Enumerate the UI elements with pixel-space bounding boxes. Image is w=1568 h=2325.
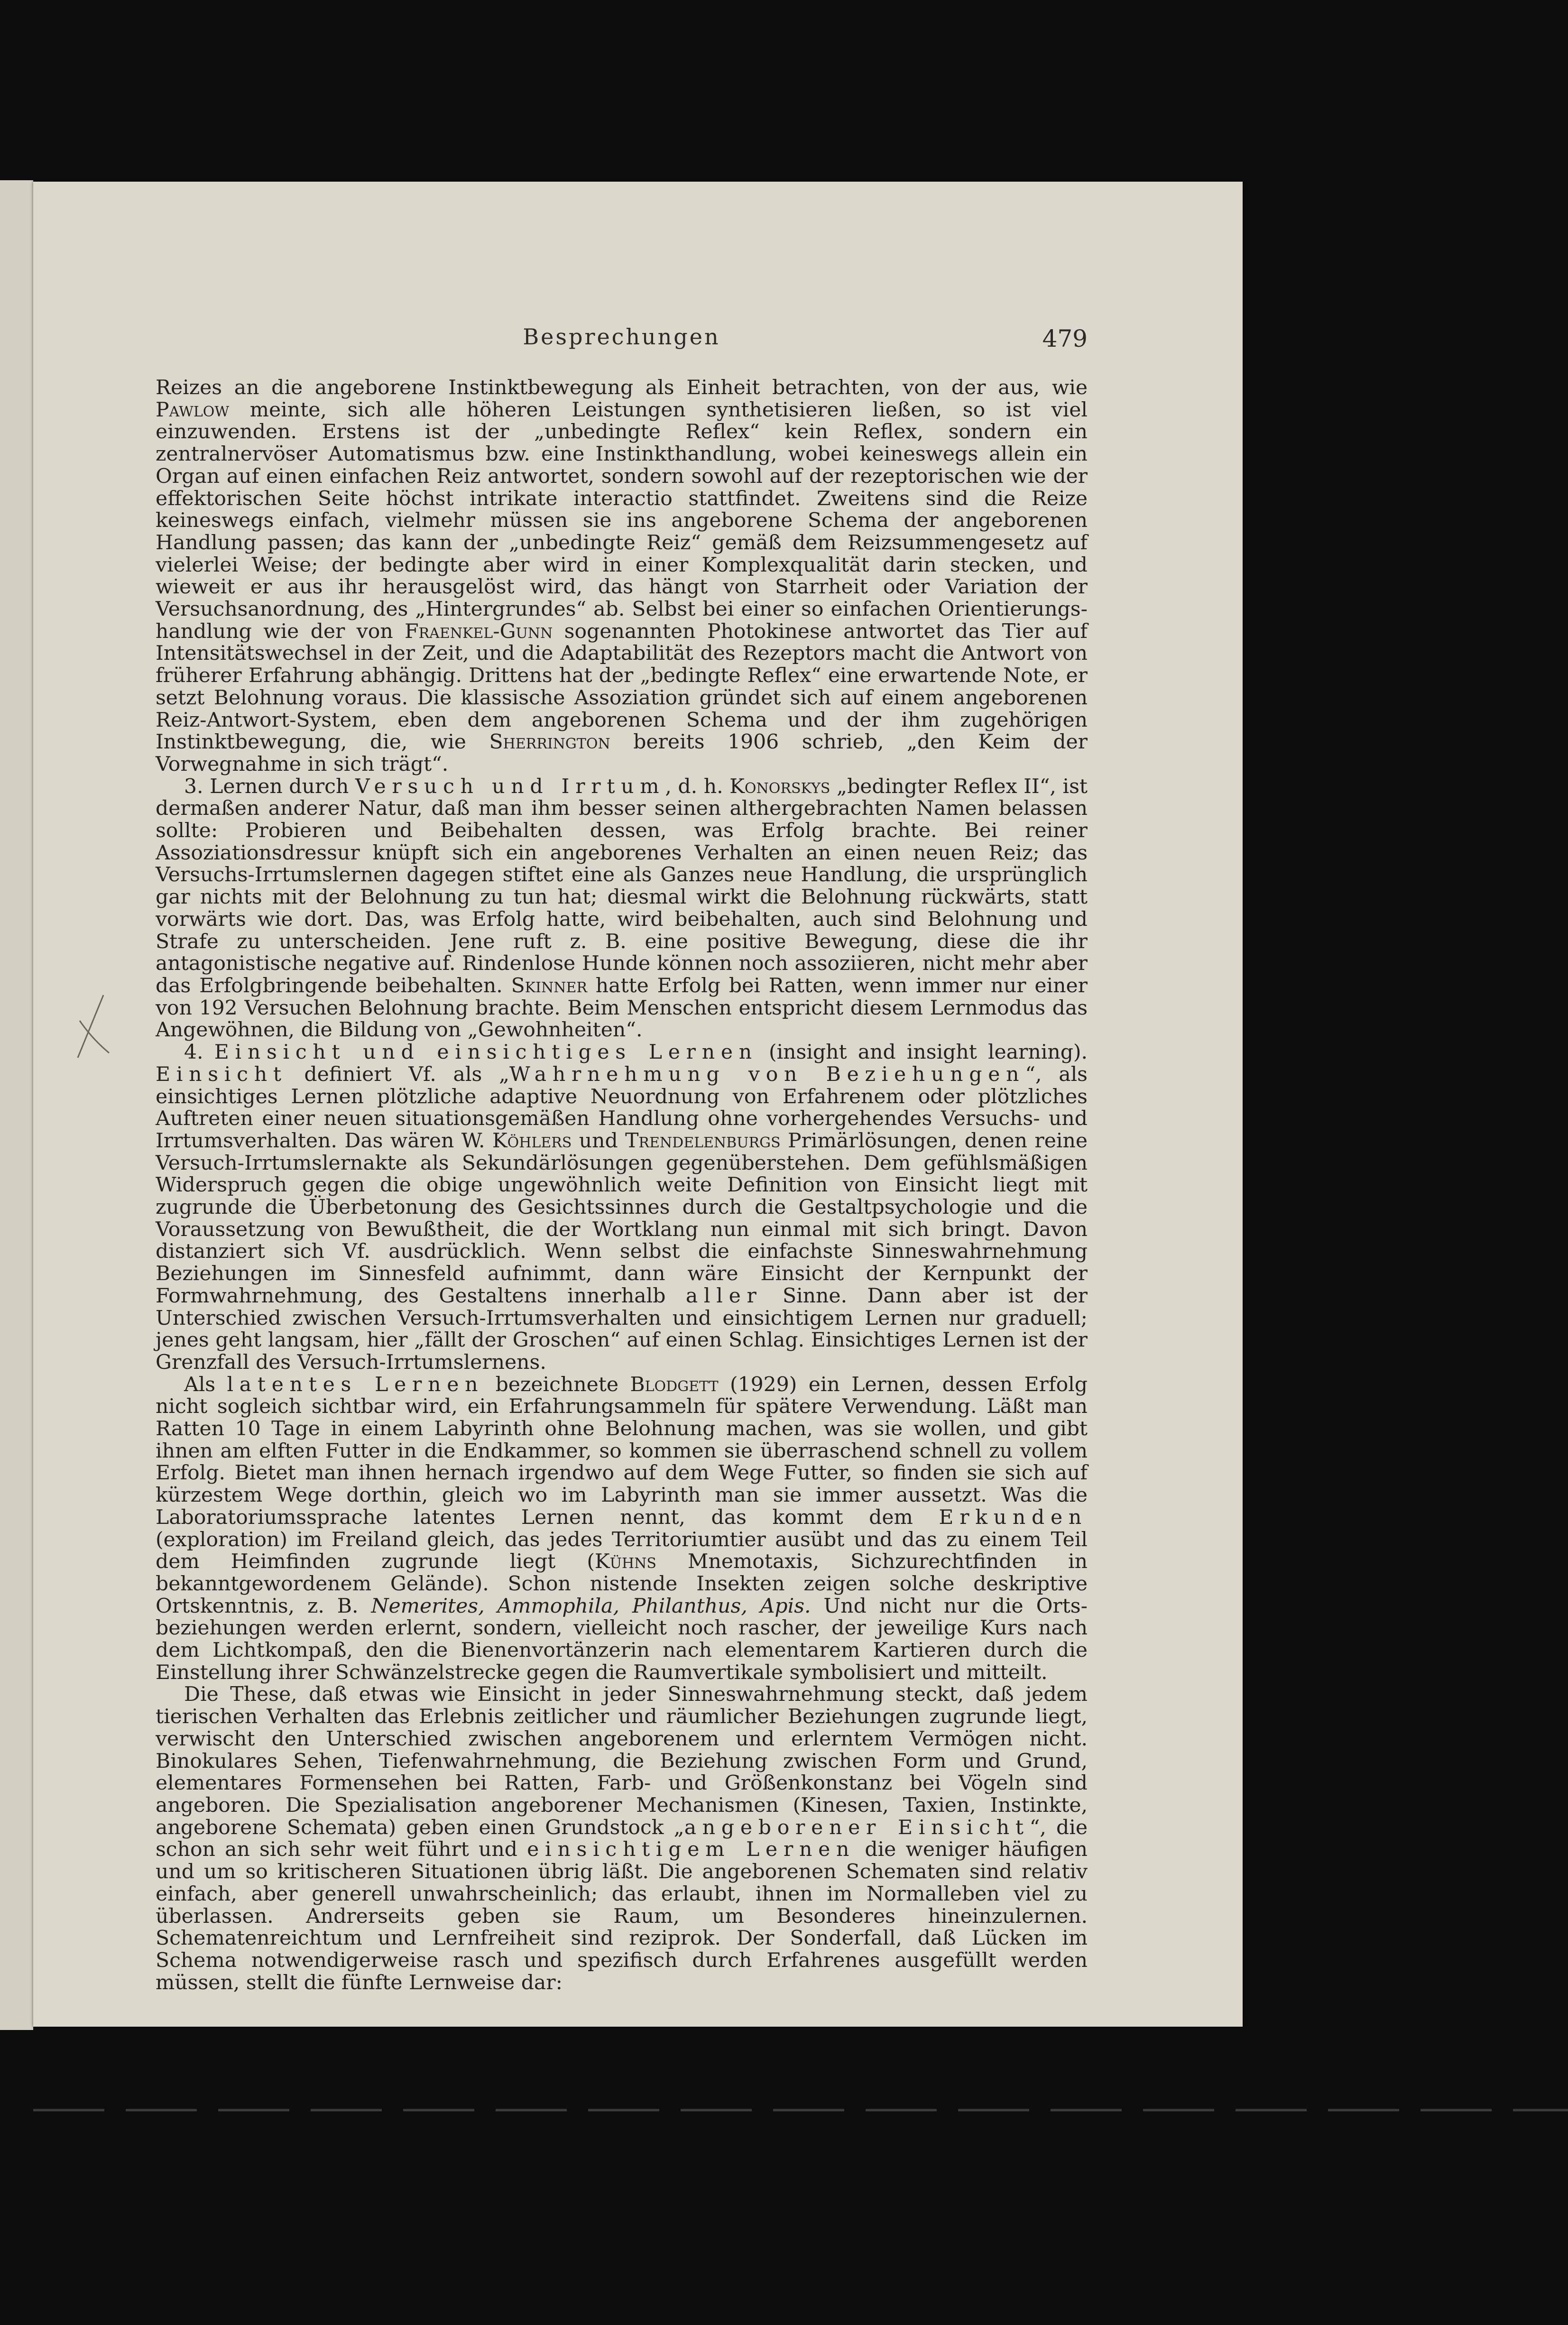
text-run: meinte, sich alle höheren Leistungen synthetisieren ließen, so ist viel einzuwenden. Erstens ist der „unbedingte Reflex“ kein Reflex, sondern ein zentralnervöser Automatismus bzw. eine Instinkthandlung, wobei keineswegs allein ein Organ auf einen einfachen Reiz antwortet, sondern sowohl auf der rezeptorischen wie der effektorischen Seite höchst intrikate interactio stattfindet. Zweitens sind die Reize keineswegs einfach, vielmehr müssen sie ins angeborene Schema der angeborenen Handlung passen; das kann der „unbedingte Reiz“ gemäß dem Reizsummengesetz auf vielerlei Weise; der bedingte aber wird in einer Komplexqualität darin stecken, und wieweit er aus ihr herausgelöst wird, das hängt von Starrheit oder Variation der Versuchsanordnung, des „Hintergrundes“ ab. Selbst bei einer so einfachen Orientierungshandlung wie der von — [156, 398, 1088, 643]
running-head: Besprechungen — [523, 324, 720, 350]
text-run: Nemerites, Ammophila, Philanthus, Apis. — [371, 1594, 811, 1618]
text-run: Sinne. Dann aber ist der Unterschied zwischen Versuch-Irrtumsverhalten und einsichtigem Lernen nur graduell; jenes geht langsam, hier „fällt der Groschen“ auf einen Schlag. Einsichtiges Lernen ist der Grenzfall des Versuch-Irrtumslernens. — [156, 1284, 1088, 1374]
text-run: “, als einsichtiges Lernen plötzliche adaptive Neuordnung von Erfahrenem oder plötzliches Auftreten einer neuen situationsgemäßen Handlung ohne vorhergehendes Versuchs- und Irrtumsverhalten. Das wären W. — [156, 1062, 1088, 1153]
text-run: Und nicht nur die Ortsbeziehungen werden erlernt, sondern, vielleicht noch rascher, der jeweilige Kurs nach dem Lichtkompaß, den die Bienenvortänzerin nach elementarem Kartieren durch die Einstellung ihrer Schwänzelstrecke gegen die Raumvertikale symbolisiert und mitteilt. — [156, 1594, 1088, 1684]
page-header — [156, 324, 1088, 352]
bottom-dashed-line — [0, 2107, 1568, 2113]
text-run: Reizes an die angeborene Instinktbewegung als Einheit betrachten, von der aus, wie — [156, 376, 1088, 399]
text-run: , d. h. — [665, 775, 730, 798]
paragraph — [156, 377, 1088, 776]
text-run: Konorskys — [729, 775, 830, 798]
text-run: latentes Lernen — [227, 1373, 484, 1396]
text-run: Versuch und Irrtum — [355, 775, 665, 798]
text-run: (insight and insight learning). — [757, 1041, 1088, 1064]
text-run: (exploration) im Freiland gleich, das jedes Territoriumtier ausübt und das zu einem Teil dem Heimfinden zugrunde liegt ( — [156, 1528, 1088, 1574]
text-run: Wahrnehmung von Beziehungen — [509, 1062, 1025, 1086]
paragraph — [156, 1042, 1088, 1374]
text-run: Erkunden — [939, 1505, 1088, 1529]
text-run: Köhlers — [492, 1129, 572, 1153]
text-run: Einsicht — [156, 1062, 287, 1086]
text-run: Primärlösungen, denen reine Versuch-Irrtumslernakte als Sekundärlösungen gegenüberstehen. Dem gefühlsmäßigen Widerspruch gegen die obige ungewöhnlich weite Definition von Einsicht liegt mit zugrunde die Überbetonung des Gesichtssinnes durch die Gestaltpsychologie und die Voraussetzung von Bewußtheit, die der Wortklang nun einmal mit sich bringt. Davon distanziert sich Vf. ausdrücklich. Wenn selbst die einfachste Sinneswahrnehmung Beziehungen im Sinnesfeld aufnimmt, dann wäre Einsicht der Kernpunkt der Formwahrnehmung, des Gestaltens innerhalb — [156, 1129, 1088, 1308]
text-run: Einsicht und einsichtiges Lernen — [214, 1041, 758, 1064]
text-run: Als — [184, 1373, 227, 1396]
text-run: “, die schon an sich sehr weit führt und — [156, 1816, 1088, 1862]
text-run: und — [572, 1129, 626, 1153]
text-run: Die These, daß etwas wie Einsicht in jeder Sinneswahrnehmung steckt, daß jedem tierischen Verhalten das Erlebnis zeitlicher und räumlicher Beziehungen zugrunde liegt, verwischt den Unterschied zwischen angeborenem und erlerntem Vermögen nicht. Binokulares Sehen, Tiefenwahrnehmung, die Beziehung zwischen Form und Grund, elementares Formensehen bei Ratten, Farb- und Größenkonstanz bei Vögeln sind angeboren. Die Spezialisation angeborener Mechanismen (Kinesen, Taxien, Instinkte, angeborene Schemata) geben einen Grundstock „ — [156, 1683, 1088, 1839]
text-run: bereits 1906 schrieb, „den Keim der Vorwegnahme in sich trägt“. — [156, 730, 1088, 776]
paragraph — [156, 1374, 1088, 1684]
paragraph — [156, 1684, 1088, 1994]
page-sheet — [33, 182, 1243, 2027]
body-text — [156, 377, 1088, 1994]
text-run: hatte Erfolg bei Ratten, wenn immer nur einer von 192 Versuchen Belohnung brachte. Beim Menschen entspricht diesem Lernmodus das Angewöhnen, die Bildung von „Gewohnheiten“. — [156, 974, 1088, 1042]
text-run: aller — [685, 1284, 763, 1308]
text-run: bezeichnete — [484, 1373, 630, 1396]
text-run: Trendelenburgs — [625, 1129, 781, 1153]
text-run: angeborener Einsicht — [684, 1816, 1030, 1839]
text-run: 4. — [184, 1041, 214, 1064]
text-run: Blodgett — [630, 1373, 719, 1396]
text-run: sogenannten Photokinese antwortet das Tier auf Intensitätswechsel in der Zeit, und die Adaptabilität des Rezeptors macht die Antwort von früherer Erfahrung abhängig. Drittens hat der „bedingte Reflex“ eine erwartende Note, er setzt Belohnung voraus. Die klassische Assoziation gründet sich auf einem angeborenen Reiz-Antwort-System, eben dem angeborenen Schema und der ihm zugehörigen Instinktbewegung, die, wie — [156, 619, 1088, 754]
text-run: Pawlow — [156, 398, 230, 422]
text-run: „bedingter Reflex II“, ist dermaßen anderer Natur, daß man ihm besser seinen althergebrachten Namen belassen sollte: Probieren und Beibehalten dessen, was Erfolg brachte. Bei reiner Assoziationsdressur knüpft sich ein angeborenes Verhalten an einen neuen Reiz; das Versuchs-Irrtumslernen dagegen stiftet eine als Ganzes neue Handlung, die ursprünglich gar nichts mit der Belohnung zu tun hat; diesmal wirkt die Belohnung rückwärts, statt vorwärts wie dort. Das, was Erfolg hatte, wird beibehalten, auch sind Belohnung und Strafe zu unterscheiden. Jene ruft z. B. eine positive Bewegung, diese die ihr antagonistische negative auf. Rindenlose Hunde können noch assoziieren, nicht mehr aber das Erfolgbringende beibehalten. — [156, 775, 1088, 997]
facing-page-edge — [0, 180, 33, 2030]
text-run: Kühns — [594, 1550, 656, 1574]
text-run: Sherrington — [489, 730, 610, 754]
text-run: die weniger häufigen und um so kritischeren Situationen übrig läßt. Die angeborenen Schematen sind relativ einfach, aber generell unwahrscheinlich; das erlaubt, ihnen im Normalleben viel zu überlassen. Andrerseits geben sie Raum, um Besonderes hineinzulernen. Schematenreichtum und Lernfreiheit sind reziprok. Der Sonderfall, daß Lücken im Schema notwendigerweise rasch und spezifisch durch Erfahrenes ausgefüllt werden müssen, stellt die fünfte Lernweise dar: — [156, 1838, 1088, 1994]
text-run: definiert Vf. als „ — [287, 1062, 510, 1086]
paragraph — [156, 776, 1088, 1042]
text-run: 3. Lernen durch — [184, 775, 355, 798]
text-run: Skinner — [511, 974, 587, 997]
text-run: einsichtigem Lernen — [527, 1838, 856, 1862]
margin-pencil-mark-icon — [74, 991, 112, 1062]
text-run: Fraenkel-Gunn — [405, 619, 553, 643]
text-run: Mnemotaxis, Sichzurechtfinden in bekanntgewordenem Gelände). Schon nistende Insekten zeigen solche deskriptive Ortskenntnis, z. B. — [156, 1550, 1088, 1618]
page-number: 479 — [1042, 325, 1088, 352]
text-run: (1929) ein Lernen, dessen Erfolg nicht sogleich sichtbar wird, ein Erfahrungsammeln für spätere Verwendung. Läßt man Ratten 10 Tage in einem Labyrinth ohne Belohnung machen, was sie wollen, und gibt ihnen am elften Futter in die Endkammer, so kommen sie überraschend schnell zu vollem Erfolg. Bietet man ihnen hernach irgendwo auf dem Wege Futter, so finden sie sich auf kürzestem Wege dorthin, gleich wo im Labyrinth man sie immer aussetzt. Was die Laboratoriumssprache latentes Lernen nennt, das kommt dem — [156, 1373, 1088, 1529]
